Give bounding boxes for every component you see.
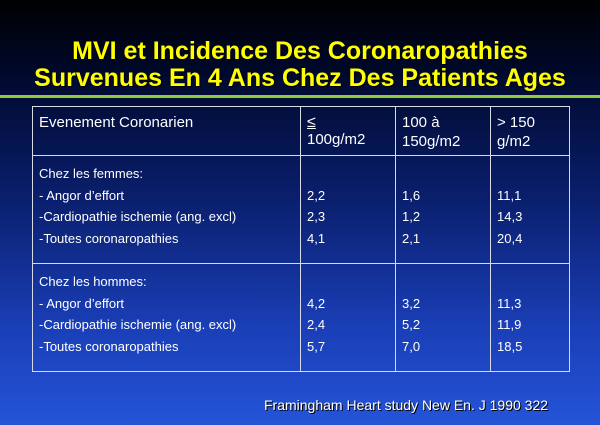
women-high-angor: 11,1 [497, 187, 522, 203]
men-labels [33, 264, 301, 372]
women-high-cardiopathie: 14,3 [497, 209, 523, 224]
women-col-mid [396, 156, 491, 264]
men-high-angor: 11,3 [497, 295, 522, 311]
men-col-low [301, 264, 396, 372]
slide-title [0, 38, 600, 92]
title-divider [0, 95, 600, 98]
women-group-title: Chez les femmes: [39, 166, 144, 181]
header-event: Evenement Coronarien [33, 107, 301, 156]
women-row-label-toutes: -Toutes coronaropathies [39, 230, 179, 246]
men-col-mid [396, 264, 491, 372]
men-mid-angor: 3,2 [402, 295, 421, 311]
women-row-label-angor: - Angor d’effort [39, 187, 125, 203]
men-group-title: Chez les hommes: [39, 274, 147, 289]
men-high-toutes: 18,5 [497, 338, 523, 354]
women-low-cardiopathie: 2,3 [307, 209, 326, 224]
header-col-high [491, 107, 570, 156]
men-low-toutes: 5,7 [307, 338, 326, 354]
header-col-low [301, 107, 396, 156]
men-row-label-angor: - Angor d’effort [39, 295, 125, 311]
women-low-toutes: 4,1 [307, 230, 326, 246]
women-mid-toutes: 2,1 [402, 230, 421, 246]
men-high-cardiopathie: 11,9 [497, 317, 522, 332]
women-col-low [301, 156, 396, 264]
header-col-mid [396, 107, 491, 156]
source-citation: Framingham Heart study New En. J 1990 322 [264, 397, 549, 413]
women-col-high [491, 156, 570, 264]
women-mid-cardiopathie: 1,2 [402, 209, 421, 224]
men-row-label-toutes: -Toutes coronaropathies [39, 338, 179, 354]
women-low-angor: 2,2 [307, 187, 326, 203]
table-row-women [33, 156, 570, 264]
header-col-mid-line-2: 150g/m2 [402, 133, 461, 150]
men-mid-toutes: 7,0 [402, 338, 421, 354]
header-col-high-line-2: g/m2 [497, 133, 531, 150]
table-row-men [33, 264, 570, 372]
table-header-row [33, 107, 570, 156]
header-col-high-line-1: > 150 [497, 114, 535, 131]
women-row-label-cardiopathie: -Cardiopathie ischemie (ang. excl) [39, 209, 237, 224]
men-row-label-cardiopathie: -Cardiopathie ischemie (ang. excl) [39, 317, 237, 332]
header-col-mid-line-1: 100 à [402, 114, 440, 131]
men-low-cardiopathie: 2,4 [307, 317, 326, 332]
slide-title-line-1: MVI et Incidence Des Coronaropathies [72, 37, 528, 65]
men-mid-cardiopathie: 5,2 [402, 317, 421, 332]
women-high-toutes: 20,4 [497, 230, 523, 246]
header-col-low-label: 100g/m2 [307, 131, 366, 148]
men-low-angor: 4,2 [307, 295, 326, 311]
men-col-high [491, 264, 570, 372]
women-labels [33, 156, 301, 264]
slide-title-line-2: Survenues En 4 Ans Chez Des Patients Ages [34, 64, 566, 92]
incidence-table [32, 106, 570, 372]
women-mid-angor: 1,6 [402, 187, 421, 203]
less-equal-symbol: ≤ [307, 114, 316, 131]
